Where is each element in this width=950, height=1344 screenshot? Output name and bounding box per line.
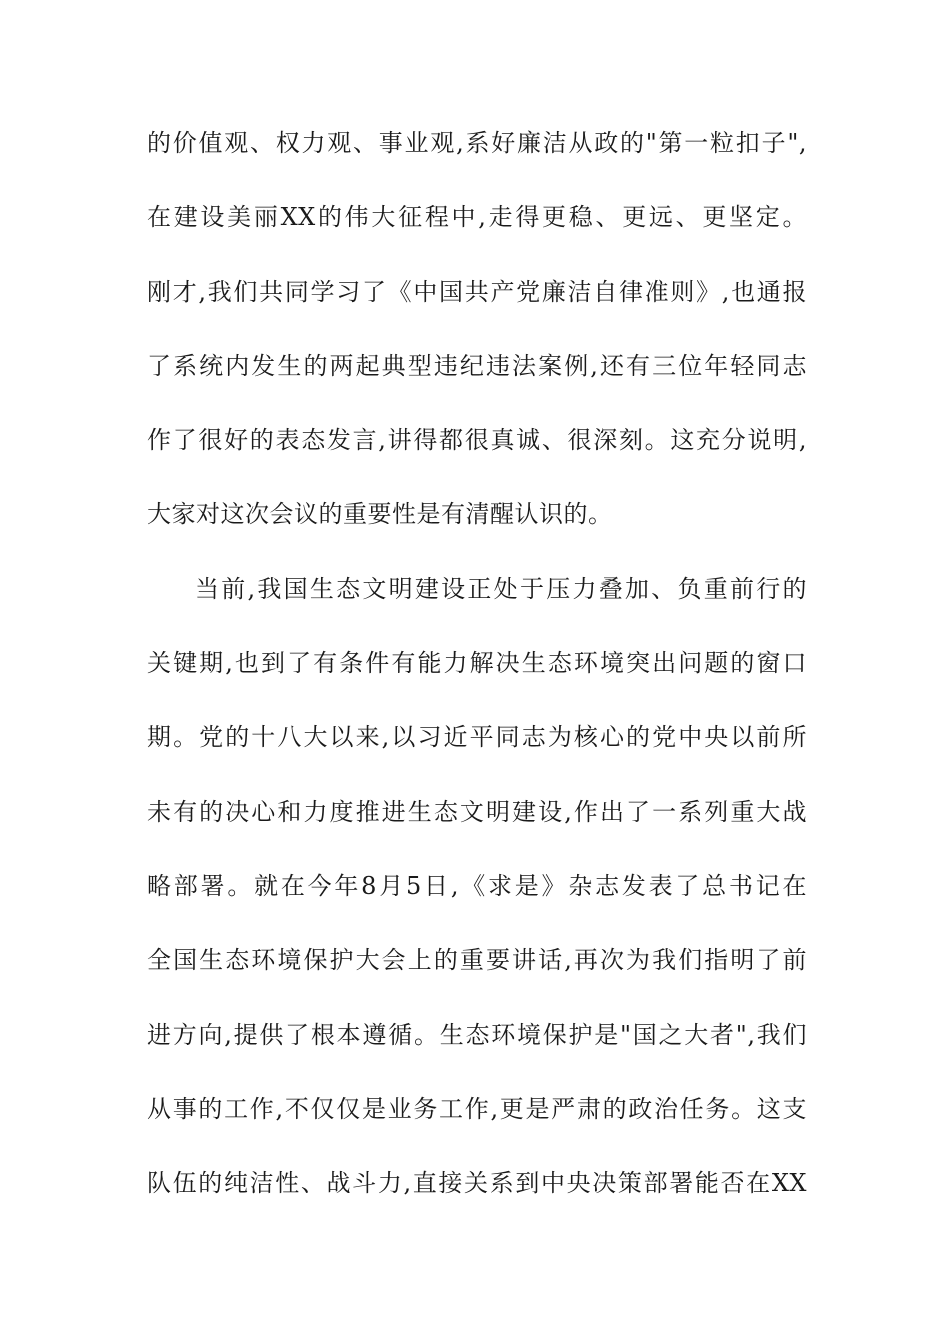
text-line: 进方向,提供了根本遵循。生态环境保护是"国之大者",我们 bbox=[147, 1020, 807, 1049]
text-line: 从事的工作,不仅仅是业务工作,更是严肃的政治任务。这支 bbox=[147, 1094, 807, 1123]
text-line: 了系统内发生的两起典型违纪违法案例,还有三位年轻同志 bbox=[147, 351, 807, 380]
text-line: 关键期,也到了有条件有能力解决生态环境突出问题的窗口 bbox=[147, 649, 807, 678]
text-line: 在建设美丽XX的伟大征程中,走得更稳、更远、更坚定。 bbox=[147, 203, 807, 232]
text-line: 略部署。就在今年8月5日,《求是》杂志发表了总书记在 bbox=[147, 871, 807, 900]
body-text bbox=[147, 113, 807, 1227]
text-line: 刚才,我们共同学习了《中国共产党廉洁自律准则》,也通报 bbox=[147, 277, 807, 306]
text-line: 未有的决心和力度推进生态文明建设,作出了一系列重大战 bbox=[147, 797, 807, 826]
text-line: 队伍的纯洁性、战斗力,直接关系到中央决策部署能否在XX bbox=[147, 1169, 807, 1198]
paragraph-end-line: 大家对这次会议的重要性是有清醒认识的。 bbox=[147, 500, 613, 529]
text-line: 的价值观、权力观、事业观,系好廉洁从政的"第一粒扣子", bbox=[147, 129, 807, 157]
text-line: 全国生态环境保护大会上的重要讲话,再次为我们指明了前 bbox=[147, 946, 807, 975]
paragraph-start-line: 当前,我国生态文明建设正处于压力叠加、负重前行的 bbox=[195, 574, 807, 603]
text-line: 期。党的十八大以来,以习近平同志为核心的党中央以前所 bbox=[147, 723, 807, 752]
text-line: 作了很好的表态发言,讲得都很真诚、很深刻。这充分说明, bbox=[147, 426, 807, 455]
